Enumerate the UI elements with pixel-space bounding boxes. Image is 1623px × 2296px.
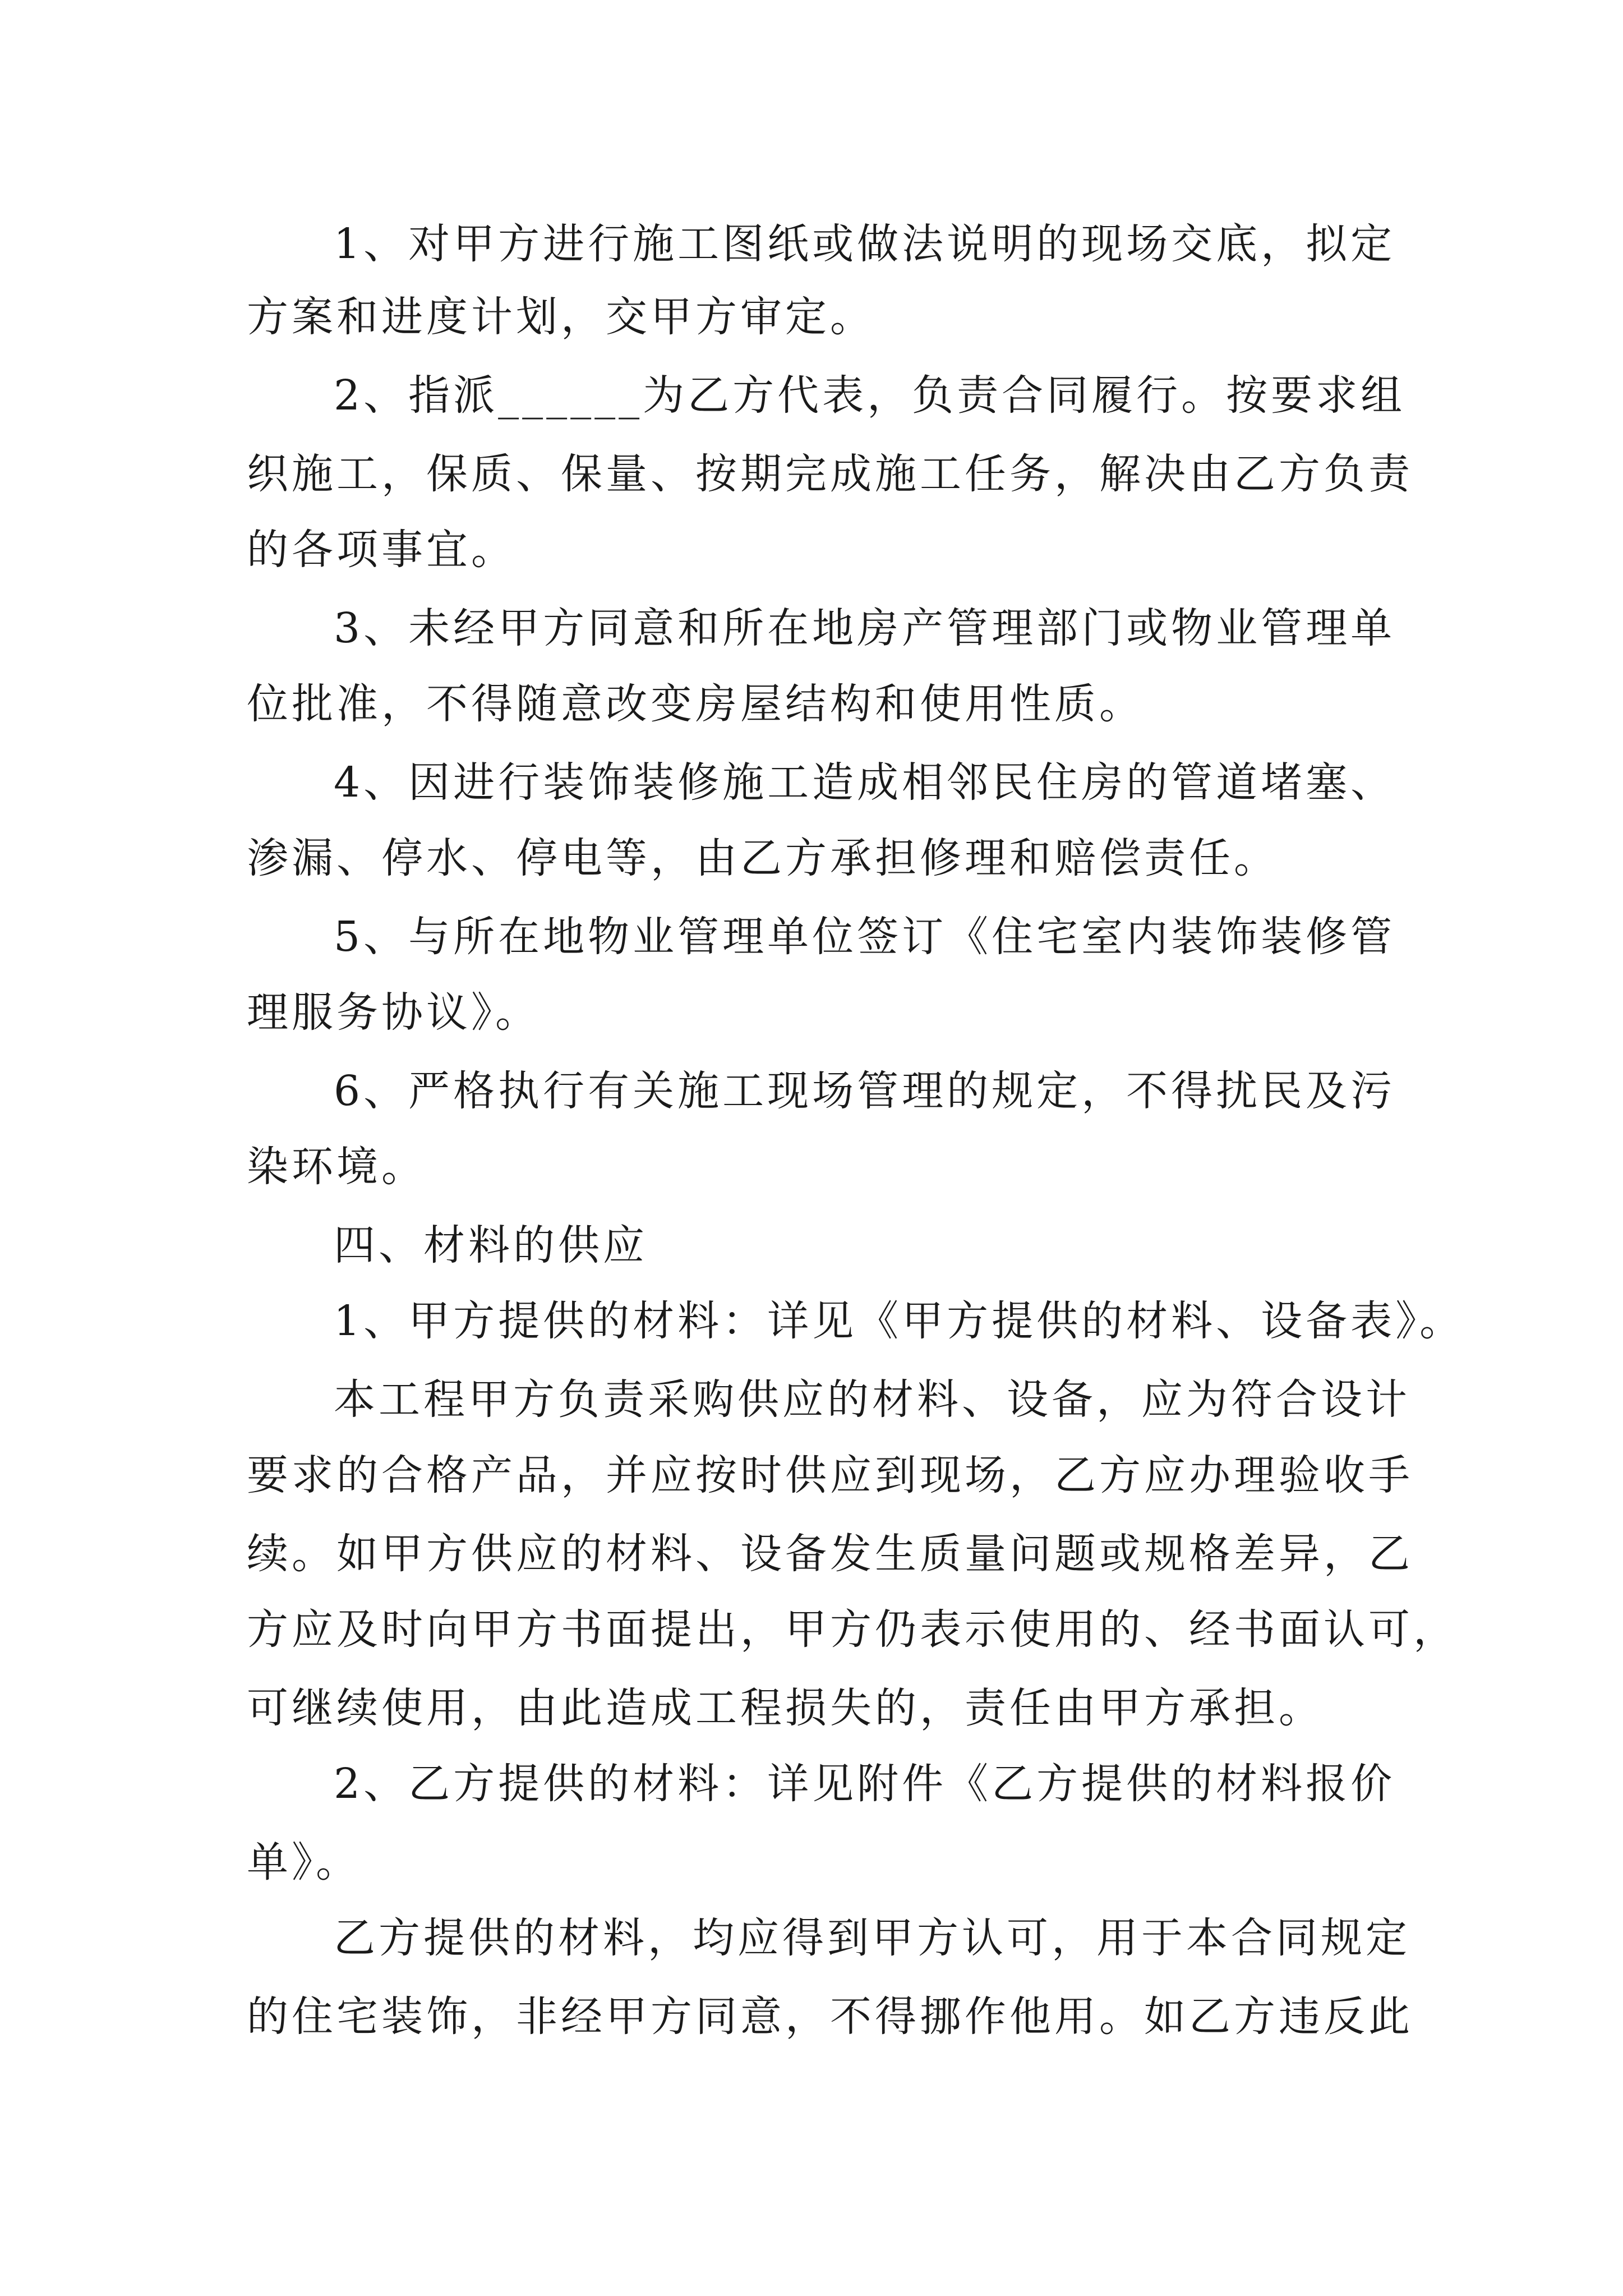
text-line: 单》。 xyxy=(247,1838,361,1887)
section-heading: 四、材料的供应 xyxy=(334,1221,648,1269)
text-line: 理服务协议》。 xyxy=(247,988,540,1037)
text-line: 2、乙方提供的材料：详见附件《乙方提供的材料报价 xyxy=(334,1760,1396,1808)
text-line: 位批准，不得随意改变房屋结构和使用性质。 xyxy=(247,680,1144,728)
text-line: 织施工，保质、保量、按期完成施工任务，解决由乙方负责 xyxy=(247,450,1413,498)
text-line: 乙方提供的材料，均应得到甲方认可，用于本合同规定 xyxy=(334,1914,1410,1962)
text-line: 可继续使用，由此造成工程损失的，责任由甲方承担。 xyxy=(247,1684,1324,1732)
text-line: 1、对甲方进行施工图纸或做法说明的现场交底，拟定 xyxy=(334,220,1396,268)
text-line: 3、未经甲方同意和所在地房产管理部门或物业管理单 xyxy=(334,604,1396,652)
text-line: 5、与所在地物业管理单位签订《住宅室内装饰装修管 xyxy=(334,913,1396,961)
text-line: 的各项事宜。 xyxy=(247,526,516,574)
text-line: 方应及时向甲方书面提出，甲方仍表示使用的、经书面认可， xyxy=(247,1605,1458,1654)
text-line: 6、严格执行有关施工现场管理的规定，不得扰民及污 xyxy=(334,1067,1396,1115)
text-line: 渗漏、停水、停电等，由乙方承担修理和赔偿责任。 xyxy=(247,834,1279,882)
text-line: 4、因进行装饰装修施工造成相邻民住房的管道堵塞、 xyxy=(334,758,1396,807)
text-line: 要求的合格产品，并应按时供应到现场，乙方应办理验收手 xyxy=(247,1451,1413,1499)
text-line: 1、甲方提供的材料：详见《甲方提供的材料、设备表》。 xyxy=(334,1297,1465,1345)
text-line: 方案和进度计划，交甲方审定。 xyxy=(247,293,875,341)
text-line: 续。如甲方供应的材料、设备发生质量问题或规格差异，乙 xyxy=(247,1530,1413,1578)
text-line: 染环境。 xyxy=(247,1143,426,1191)
text-line: 本工程甲方负责采购供应的材料、设备，应为符合设计 xyxy=(334,1375,1410,1424)
text-line: 2、指派______为乙方代表，负责合同履行。按要求组 xyxy=(334,371,1406,420)
text-line: 的住宅装饰，非经甲方同意，不得挪作他用。如乙方违反此 xyxy=(247,1993,1413,2041)
